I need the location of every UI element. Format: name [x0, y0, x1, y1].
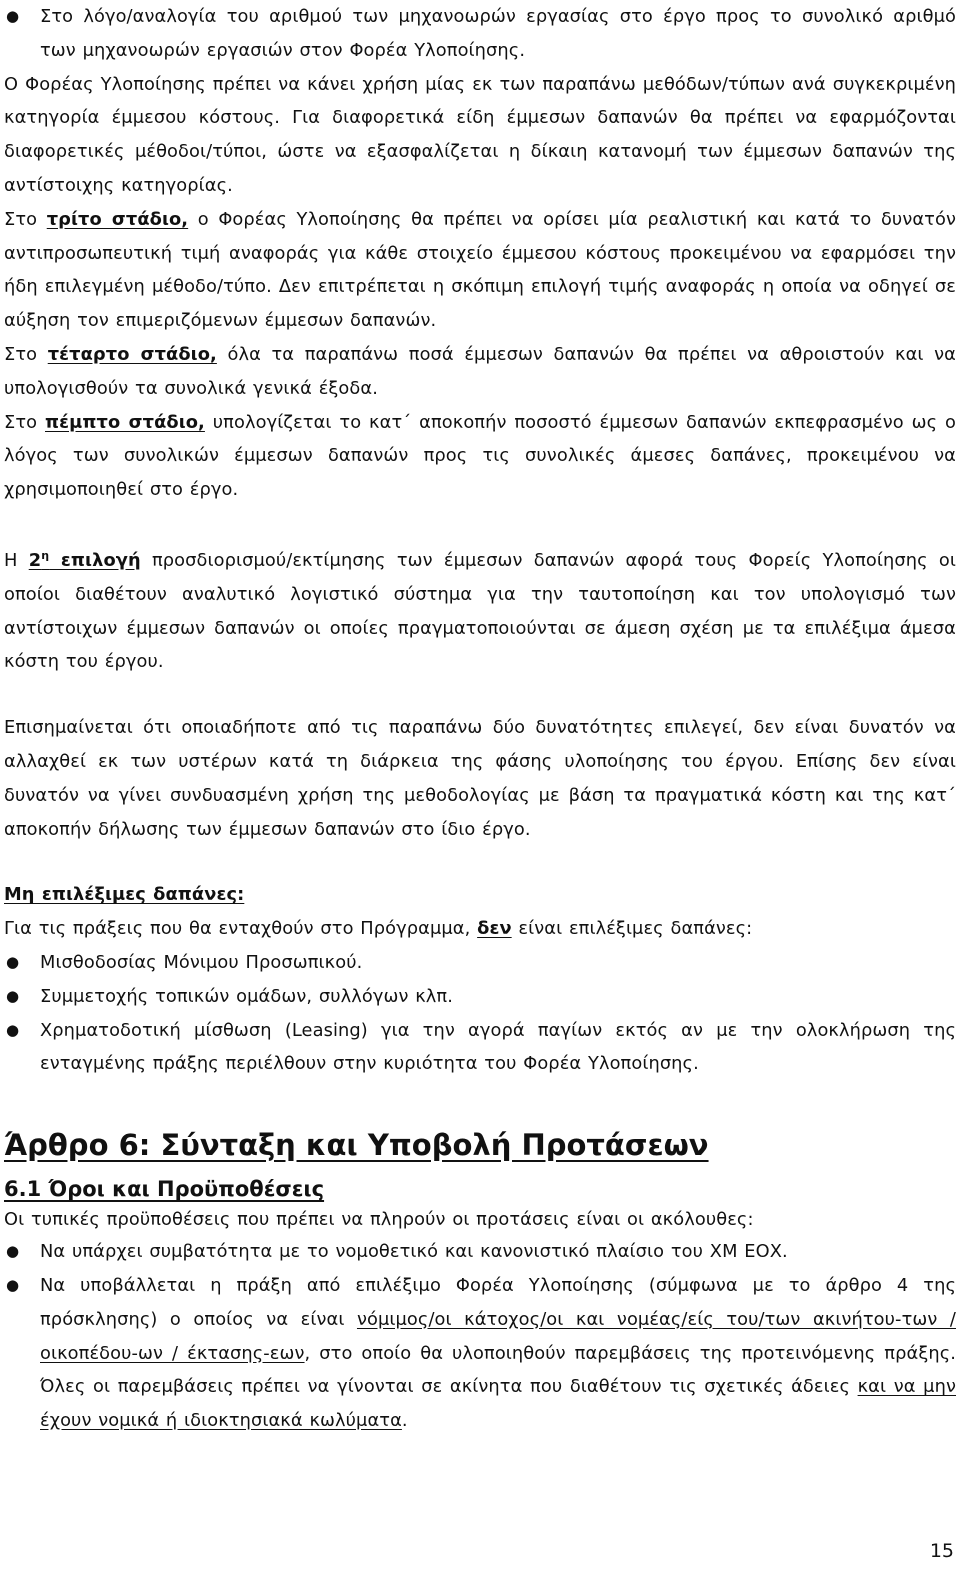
bullet-icon: ● — [6, 1242, 20, 1261]
stage-4-label: τέταρτο στάδιο, — [47, 343, 217, 365]
list-item: ● Χρηματοδοτική μίσθωση (Leasing) για την αγορά παγίων εκτός αν με την ολοκλήρωση της ενταγμένης πράξης περιέλθουν στην κυριότητα του Φορέα Υλοποίησης. — [4, 1014, 956, 1082]
option-2-label: $2^\eta$ επιλογή — [28, 548, 141, 571]
stage-5-label: πέμπτο στάδιο, — [45, 411, 205, 433]
non-eligible-heading: Μη επιλέξιμες δαπάνες: — [4, 884, 245, 906]
list-item: ● Συμμετοχής τοπικών ομάδων, συλλόγων κλπ. — [4, 980, 956, 1014]
list-item: ● Να υποβάλλεται η πράξη από επιλέξιμο Φορέα Υλοποίησης (σύμφωνα με το άρθρο 4 της πρόσκλησης) ο οποίος να είναι νόμιμος/οι κάτοχος/οι και νομέας/είς του/των ακινήτου-των / οικοπέδου-ων / έκτασης-εων, στο οποίο θα υλοποιηθούν παρεμβάσεις της προτεινόμενης πράξης. Όλες οι παρεμβάσεις πρέπει να γίνονται σε ακίνητα που διαθέτουν τις σχετικές άδειες και να μην έχουν νομικά ή ιδιοκτησιακά κωλύματα. — [4, 1269, 956, 1438]
paragraph-method-choice: Ο Φορέας Υλοποίησης πρέπει να κάνει χρήση μίας εκ των παραπάνω μεθόδων/τύπων ανά συγκεκριμένη κατηγορία έμμεσου κόστους. Για διαφορετικά είδη έμμεσων δαπανών θα πρέπει να εφαρμόζονται διαφορετικές μέθοδοι/τύποι, ώστε να εξασφαλίζεται η δίκαιη κατανομή των έμμεσων δαπανών της αντίστοιχης κατηγορίας. — [4, 73, 956, 196]
stage-3-label: τρίτο στάδιο, — [46, 208, 189, 230]
list-item: ● Να υπάρχει συμβατότητα με το νομοθετικό και κανονιστικό πλαίσιο του ΧΜ ΕΟΧ. — [4, 1235, 956, 1269]
bullet-icon: ● — [6, 986, 20, 1005]
paragraph-stage-4: Στο τέταρτο στάδιο, όλα τα παραπάνω ποσά έμμεσων δαπανών θα πρέπει να αθροιστούν και να υπολογισθούν τα συνολικά γενικά έξοδα. — [4, 343, 956, 399]
section-title: 6.1 Όροι και Προϋποθέσεις — [4, 1177, 325, 1202]
paragraph-stage-3: Στο τρίτο στάδιο, ο Φορέας Υλοποίησης θα πρέπει να ορίσει μία ρεαλιστική και κατά το δυνατόν αντιπροσωπευτική τιμή αναφοράς για κάθε στοιχείο έμμεσου κόστους προκειμένου να εφαρμόσει την ήδη επιλεγμένη μέθοδο/τύπο. Δεν επιτρέπεται η σκόπιμη επιλογή τιμής αναφοράς η οποία να οδηγεί σε αύξηση τον επιμεριζόμενων έμμεσων δαπανών. — [4, 208, 956, 332]
bullet-icon: ● — [6, 1275, 20, 1294]
non-eligible-intro: Για τις πράξεις που θα ενταχθούν στο Πρόγραμμα, δεν είναι επιλέξιμες δαπάνες: — [4, 918, 753, 940]
conditions-intro: Οι τυπικές προϋποθέσεις που πρέπει να πληρούν οι προτάσεις είναι οι ακόλουθες: — [4, 1209, 754, 1231]
paragraph-stage-5: Στο πέμπτο στάδιο, υπολογίζεται το κατ΄ αποκοπήν ποσοστό έμμεσων δαπανών εκπεφρασμένο ως ο λόγος των συνολικών έμμεσων δαπανών προς τις συνολικές άμεσες δαπάνες, προκειμένου να χρησιμοποιηθεί στο έργο. — [4, 411, 956, 501]
list-item: ● Στο λόγο/αναλογία του αριθμού των μηχανοωρών εργασίας στο έργο προς το συνολικό αριθμό των μηχανοωρών εργασιών στον Φορέα Υλοποίησης. — [4, 0, 956, 68]
bullet-icon: ● — [6, 7, 20, 25]
paragraph-note: Επισημαίνεται ότι οποιαδήποτε από τις παραπάνω δύο δυνατότητες επιλεγεί, δεν είναι δυνατόν να αλλαχθεί εκ των υστέρων κατά τη διάρκεια της φάσης υλοποίησης του έργου. Επίσης δεν είναι δυνατόν να γίνει συνδυασμένη χρήση της μεθοδολογίας με βάση τα πραγματικά κόστη και της κατ΄ αποκοπήν δήλωσης των έμμεσων δαπανών στο ίδιο έργο. — [4, 717, 956, 840]
page-number: 15 — [929, 1540, 954, 1562]
list-item: ● Μισθοδοσίας Μόνιμου Προσωπικού. — [4, 946, 956, 980]
bullet-icon: ● — [6, 1020, 20, 1039]
bullet-icon: ● — [6, 952, 20, 971]
document-page — [4, 0, 956, 1438]
article-title: Άρθρο 6: Σύνταξη και Υποβολή Προτάσεων — [4, 1128, 709, 1163]
paragraph-option-2: Η $2^\eta$ επιλογή προσδιορισμού/εκτίμησης των έμμεσων δαπανών αφορά τους Φορείς Υλοποίησης οι οποίοι διαθέτουν αναλυτικό λογιστικό σύστημα για την ταυτοποίηση και τον υπολογισμό των αντίστοιχων έμμεσων δαπανών οι οποίες πραγματοποιούνται σε άμεση σχέση με τα επιλέξιμα άμεσα κόστη του έργου. — [4, 548, 956, 673]
